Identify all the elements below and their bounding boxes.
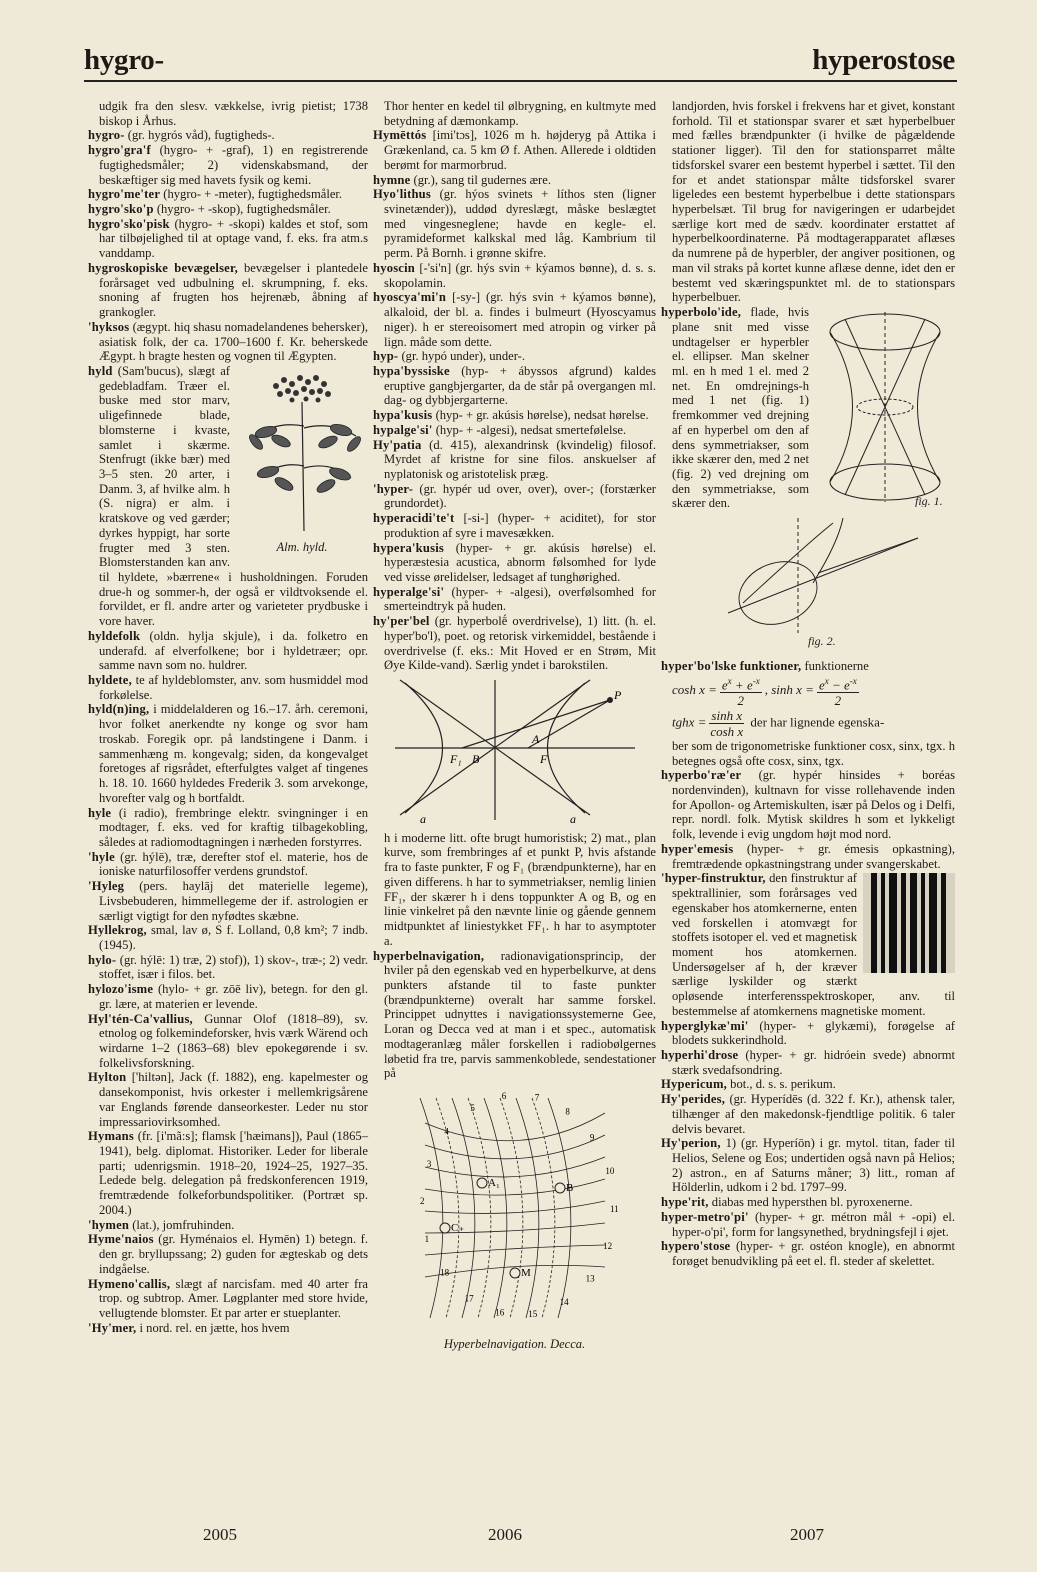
dictionary-entry — [373, 482, 656, 511]
dictionary-entry — [88, 850, 368, 879]
entry-headword: hygro- — [88, 128, 125, 143]
entry-definition: diabas med hypersthen bl. pyroxenerne. — [708, 1195, 913, 1210]
column-2007 — [661, 99, 955, 1269]
entry-definition: funktionerne — [801, 658, 869, 673]
entry-definition: (gr. hyperbolḗ overdrivelse), 1) litt. (h. el. hyper'bo'l), poet. og retorisk virkemiddel, bestående i overdrivelse (f. eks.: Mit Hoved er en Strøm, Mit Øye Kilde-vand). Særlig yndet i barokstilen. — [384, 614, 656, 673]
entry-definition: ['hiltən], Jack (f. 1882), eng. kapelmester og dansekomponist, hvis orkester i mellemkrigsårene var Englands førende danseorkester. Leder nu stor impressariovirksomhed. — [99, 1070, 368, 1129]
dictionary-entry — [661, 659, 955, 674]
entry-definition: flade, hvis plane snit med visse undtagelser er hyperbler el. ellipser. Man skelner ml. en h med 1 el. med 2 net. En omdrejnings-h med 1 net (fig. 1) fremkommer ved drejning af en hyperbel om den af dens symmetriakser, som ikke skærer den, med 2 net (fig. 2) ved drejning om den symmetriakse, som skærer den. — [672, 305, 809, 511]
entry-definition: (d. 415), alexandrinsk (kvindelig) filosof. Myrdet af kristne for sine filos. anskuelser af nyplatonisk og aristotelisk præg. — [384, 437, 656, 481]
entry-headword: hymne — [373, 172, 411, 187]
entry-headword: hyld(n)ing, — [88, 702, 150, 717]
dictionary-entry — [661, 1136, 955, 1195]
decca-line-number: 3 — [426, 1158, 431, 1169]
entry-headword: hygro'sko'p — [88, 202, 154, 217]
entry-headword: Hy'perion, — [661, 1136, 721, 1151]
dictionary-entry — [373, 438, 656, 482]
entry-headword: Hylton — [88, 1070, 127, 1085]
entry-definition: [imi'tɔs], 1026 m h. højderyg på Attika i Grækenland, ca. 5 km Ø f. Athen. Allerede i oldtiden berømt for marmorbrud. — [384, 128, 656, 172]
decca-line-number: 9 — [589, 1132, 594, 1143]
hyperfine-spectrum-illustration — [863, 873, 955, 977]
entry-headword: hypera'kusis — [373, 540, 444, 555]
entry-definition: (hyp- + -algesi), nedsat smertefølelse. — [432, 422, 627, 437]
label-A: A — [531, 732, 539, 747]
page-number-2006: 2006 — [488, 1525, 522, 1544]
dictionary-entry — [373, 173, 656, 188]
label-P: P — [613, 688, 621, 703]
dictionary-entry — [88, 143, 368, 187]
entry-headword: Hyl'tén-Ca'vallius, — [88, 1011, 193, 1026]
entry-definition: bot., d. s. s. perikum. — [727, 1077, 836, 1092]
entry-headword: hyp- — [373, 349, 399, 364]
dictionary-entry — [88, 261, 368, 320]
entry-headword: Hyo'lithus — [373, 187, 431, 202]
dictionary-entry — [88, 1277, 368, 1321]
entry-definition: (pers. haylāj det materielle legeme), Livsbebuderen, himmellegeme der if. astrologien er særligt vigtigt for den nyfødtes skæbne. — [99, 879, 368, 923]
entry-headword: Hy'patia — [373, 437, 422, 452]
entry-headword: hylo- — [88, 952, 117, 967]
decca-station-label: A₁ — [487, 1176, 500, 1189]
dictionary-entry — [88, 1232, 368, 1276]
entry-headword: hypalge'si' — [373, 422, 433, 437]
entry-definition: i nord. rel. en jætte, hos hvem — [136, 1320, 290, 1335]
decca-line-number: 12 — [602, 1241, 612, 1252]
decca-station-marker — [477, 1178, 487, 1188]
entry-definition: smal, lav ø, S f. Lolland, 0,8 km²; 7 indb. (1945). — [99, 923, 368, 952]
entry-definition: i middelalderen og 16.–17. årh. ceremoni, hvor folket anerkendte ny konge og svor ham troskab. Foregik opr. på landstingene i Danm. i sammenhæng m. kongevalg; siden, da kongevalget foretoges af rigsrådet, efterfulgtes valget af tingenes h. 18. 10. 1660 hyldedes Frederik 3. som arvekonge, hvorefter valg og h bortfaldt. — [99, 702, 368, 805]
entry-definition: [-'si'n] (gr. hýs svin + kýamos bønne), d. s. s. skopolamin. — [384, 260, 656, 290]
decca-line-number: 4 — [443, 1126, 449, 1137]
elder-plant-icon — [236, 366, 368, 536]
entry-continuation: ber som de trigonometriske funktioner cosx, sinx, tgx. h betegnes også ofte cosx, sinx, tgx. — [672, 738, 955, 768]
entry-definition: (hyper- + -algesi), overfølsomhed for smerteindtryk på huden. — [384, 584, 656, 614]
entry-headword: 'hyper- — [373, 481, 414, 496]
dictionary-entry — [88, 320, 368, 364]
hyperbola-line — [516, 1098, 539, 1318]
decca-line-number: 6 — [501, 1091, 506, 1102]
decca-line-number: 17 — [464, 1293, 474, 1304]
dictionary-entry — [88, 1129, 368, 1217]
dictionary-entry — [88, 982, 368, 1011]
dictionary-entry — [88, 923, 368, 952]
dictionary-entry — [88, 673, 368, 702]
hyperboloid-two-sheet-diagram — [661, 513, 955, 657]
entry-definition: (hylo- + gr. zōē liv), betegn. for den gl. gr. lære, at materien er levende. — [99, 982, 368, 1011]
hyperboloid-one-sheet-diagram — [815, 307, 955, 511]
dictionary-entry — [88, 1218, 368, 1233]
dictionary-entry — [373, 408, 656, 423]
dictionary-entry — [661, 1210, 955, 1239]
label-B: B — [471, 752, 479, 767]
dictionary-entry — [661, 842, 955, 871]
entry-headword: hy'per'bel — [373, 614, 430, 629]
entry-definition: (gr. Hyperídēs (d. 322 f. Kr.), athensk taler, tilhænger af den makedonsk-fjendtlige politik. 6 taler delvis bevaret. — [672, 1092, 955, 1136]
entry-definition: (ægypt. hiq shasu nomadelandenes behersker), asiatisk folk, der ca. 1700–1600 f. Kr. beherskede Ægypt. h bragte hesten og vognen til Ægypten. — [99, 319, 368, 364]
decca-caption: Hyperbelnavigation. Decca. — [443, 1336, 586, 1351]
dictionary-entry — [661, 1019, 955, 1048]
decca-line-number: 7 — [534, 1092, 539, 1103]
entry-definition: [-si-] (hyper- + aciditet), for stor produktion af syre i mavesækken. — [384, 511, 656, 540]
entry-headword: hyper'emesis — [661, 841, 734, 856]
hyperbola-line — [425, 1113, 605, 1141]
decca-line-number: 16 — [494, 1307, 504, 1318]
hyperbola-line — [468, 1098, 491, 1318]
dictionary-entry — [88, 879, 368, 923]
entry-definition: slægt af narcisfam. med 40 arter fra trop. og subtrop. Amer. Løgplanter med store hvide, vellugtende blomster. Et par arter er stueplanter. — [99, 1276, 368, 1320]
decca-station-label: M — [520, 1266, 531, 1279]
decca-line-number: 10 — [604, 1165, 614, 1176]
fig2-caption: fig. 2. — [808, 634, 836, 649]
hyperbola-line — [425, 1135, 605, 1159]
entry-definition: (Sam'bucus), slægt af gedebladfam. Træer el. buske med stor marv, uligefinnede blade, blomsterne i kvaste, samlet i skærme. Stenfrugt (ikke bær) med 3–5 sten. 20 arter, i Danm. 3, af hvilke alm. h (S. nigra) er alm. i kratskove og ved gærder; dyrkes hyppigt, har sorte frugter med 3 sten. Blomsterstanden kan anv. til hyldete, »bærrene« i husholdningen. Foruden drue-h og sommer-h, der også er vildtvoksende el. forvildet, er fl. andre arter og varieteter prydbuske i vore haver. — [99, 363, 368, 629]
running-head-right: hyperostose — [812, 44, 955, 76]
entry-definition: (gr. hypér ud over, over), over-; (forstærker grundordet). — [384, 481, 656, 511]
hyperbolic-functions-formula: cosh x = $\frac{e^x + e^{-x}}{2}$ , sinh x = $\frac{e^x - e^{-x}}{2}$ tghx = $\frac{\text{sinh x}}{\text{cosh x}}$ der har lignende egenska- — [672, 675, 885, 739]
label-F1: F₁ — [449, 752, 462, 767]
entry-definition: (hyper- + gr. émesis opkastning), fremtrædende opkastningstrang under svangerskabet. — [672, 841, 955, 871]
dictionary-entry — [88, 202, 368, 217]
entry-headword: 'hyle — [88, 849, 115, 864]
entry-headword: hyoscya'mi'n — [373, 290, 447, 305]
entry-definition: (hyper- + gr. hidróein svede) abnormt stærk svedafsondring. — [672, 1047, 955, 1077]
hyperbola-line — [425, 1245, 605, 1255]
entry-definition: (gr. hypó under), under-. — [398, 349, 526, 364]
entry-definition: (fr. [i'mã:s]; flamsk ['hæimans]), Paul (1865–1941), belg. diplomat. Historiker. Leder for liberale parti; udenrigsmin. 1918–20, 1924–25, 1927–35. Ledede belg. delegation på fredskonferencen 1919, fremtrædende folkeforbundspolitiker. (Portræt sp. 2004.) — [99, 1129, 368, 1217]
entry-definition: (hyper- + gr. akúsis hørelse) el. hyperæstesia acustica, abnorm følsomhed for lyde ved visse ørelidelser, ledsaget af tunghørighed. — [384, 540, 656, 584]
elder-caption: Alm. hyld. — [276, 539, 328, 554]
decca-station-marker — [440, 1223, 450, 1233]
elder-illustration — [236, 366, 368, 554]
page-number-2005: 2005 — [203, 1525, 237, 1544]
header-rule — [84, 80, 957, 82]
entry-definition: (gr. hýlē), træ, derefter stof el. materie, hos de ioniske naturfilosoffer verdens grundstof. — [99, 849, 368, 879]
entry-headword: hygro'sko'pisk — [88, 216, 170, 231]
entry-headword: Hymēttós — [373, 128, 427, 143]
entry-definition: (hygro- + -skopi) kaldes et stof, som har tilbøjelighed til at optage vand, f. eks. fra atm.s vanddamp. — [99, 216, 368, 261]
decca-line-number: 13 — [585, 1273, 595, 1284]
entry-headword: hyperhi'drose — [661, 1047, 739, 1062]
dictionary-entry — [373, 128, 656, 172]
dictionary-entry — [373, 364, 656, 408]
entry-definition: te af hyldeblomster, anv. som husmiddel mod forkølelse. — [99, 673, 368, 702]
fig1-caption: fig. 1. — [915, 494, 943, 508]
hyperbola-line — [532, 1098, 555, 1318]
dictionary-entry — [373, 541, 656, 585]
entry-headword: hypa'byssiske — [373, 363, 450, 378]
entry-definition: (i radio), frembringe elektr. svingninger i en modtager, f. eks. ved for kraftig tilbagekobling, således at radiomodtagningen i nærheden forstyrres. — [99, 805, 368, 849]
entry-headword: hygro'me'ter — [88, 187, 161, 202]
entry-definition: (hygro- + -graf), 1) en registrerende fugtighedsmåler; 2) videnskabsmand, der beskæftiger sig med havets fysik og kemi. — [99, 143, 368, 187]
entry-definition: [-sy-] (gr. hýs svin + kýamos bønne), alkaloid, der bl. a. findes i bulmeurt (Hyoscyamus niger). h er stereoisomert med atropin og virker på lign. måde som dette. — [384, 290, 656, 349]
entry-definition: Gunnar Olof (1818–89), sv. etnolog og folkemindeforsker, hvis værk Wärend och wirdarne 1–2 (1863–68) blev epokegørende i sv. folkelivsforskning. — [99, 1011, 368, 1070]
entry-definition: (gr. hygrós våd), fugtigheds-. — [124, 128, 275, 143]
entry-headword: hyper'bo'lske funktioner, — [661, 658, 802, 673]
entry-headword: 'hyksos — [88, 319, 130, 334]
decca-line-number: 8 — [564, 1106, 570, 1117]
dictionary-entry — [88, 1012, 368, 1071]
entry-definition: 1) (gr. Hyperíōn) i gr. mytol. titan, fader til Helios, Selene og Eos; undertiden også navn på Helios; 2) astron., en af Saturns måner; 3) litt., roman af Hölderlin, udkom i 2 bd. 1797–99. — [672, 1136, 955, 1195]
dictionary-entry — [373, 585, 656, 614]
entry-headword: hyperalge'si' — [373, 584, 445, 599]
label-F: F — [539, 752, 547, 767]
hyperbola-diagram — [373, 675, 656, 829]
dictionary-entry — [88, 1321, 368, 1336]
dictionary-entry — [661, 1239, 955, 1268]
entry-headword: hyperbelnavigation, — [373, 948, 485, 963]
entry-continuation: h i moderne litt. ofte brugt humoristisk; 2) mat., plan kurve, som frembringes af et punkt P, hvis afstande fra to faste punkter, F og F₁ (brændpunkterne), har en given differens. h har to symmetriakser, nemlig linien FF₁, der skærer h i dens toppunkter A og B, og en linie vinkelret på den nævnte linie og gående gennem midtpunktet af liniestykket FF₁. h har to asymptoter a. — [384, 830, 656, 948]
dictionary-entry — [88, 953, 368, 982]
decca-line-number: 5 — [469, 1102, 475, 1113]
entry-definition: den finstruktur af spektrallinier, som forårsages ved egenskaber hos atomkernerne, enten ved forskellen i atomvægt for stoffets isotoper el. ved et magnetisk moment hos atomkernen. Undersøgelser af h, der kræver særlige lyskilder og stærkt opløsende interferensspektroskoper, anv. til bestemmelse af atomkernens magnetiske moment. — [672, 871, 955, 1018]
dictionary-entry — [373, 511, 656, 540]
dictionary-entry — [373, 187, 656, 261]
entry-headword: hylozo'isme — [88, 982, 154, 997]
entry-headword: hyperbolo'ide, — [661, 305, 742, 320]
decca-line-number: 15 — [527, 1308, 537, 1319]
entry-definition: (hyper- + gr. métron mål + -opi) el. hyper-o'pi', form for langsynethed, brydningsfejl i øjet. — [672, 1209, 955, 1239]
entry-definition: (hygro- + -meter), fugtighedsmåler. — [160, 187, 343, 202]
entry-headword: hypero'stose — [661, 1239, 731, 1254]
entry-headword: 'hyper-finstruktur, — [661, 871, 766, 886]
entry-headword: hyldete, — [88, 673, 132, 688]
entry-headword: hyper-metro'pi' — [661, 1209, 749, 1224]
dictionary-entry — [88, 187, 368, 202]
dictionary-entry — [88, 128, 368, 143]
entry-headword: Hymans — [88, 1129, 134, 1144]
dictionary-entry — [88, 702, 368, 805]
entry-continuation: landjorden, hvis forskel i frekvens har et givet, konstant forhold. Til et stationspar svarer et sæt hyperbelbuer med fælles brændpunkter (i hvilke de pågældende stationer ligger). Til den for stationsparret målte tidsforskel svarer een bestemt hyperbel i sættet. Til den for et andet stationspar målte tidsforskel svarer ligeledes een bestemt hyperbelbue i dette stationspars hyperbelsæt. Til brug for navigeringen er udarbejdet særlige kort med de sædv. koordinater erstattet af hyperbelkoordinaterne. På modtagerapparatet aflæses da numrene på de hyperbler, der angiver positionen, og man vil straks på kortet kunne aflæse denne, idet den er bestemt ved skæringspunktet ml. de to stationspars hyperbelbuer. — [672, 99, 955, 305]
entry-headword: Hymeno'callis, — [88, 1276, 171, 1291]
hyperbola-line — [425, 1157, 605, 1177]
hyperbola-line — [425, 1201, 605, 1213]
hyperbola-line — [420, 1098, 443, 1318]
entry-headword: hyperacidi'te't — [373, 511, 455, 526]
entry-headword: Hyme'naios — [88, 1232, 154, 1247]
hyperbola-line — [484, 1098, 507, 1318]
entry-definition: (gr. hýos svinets + líthos sten (ligner svinetænder)), uddød dyreslægt, måske beslægtet med vingesneglene; havde en kegle- el. pyramideformet kalkskal med låg. Kambrium til perm. På Bornh. i grønne skifre. — [384, 187, 656, 261]
dictionary-entry — [88, 629, 368, 673]
column-2006 — [373, 99, 656, 1353]
entry-headword: hype'rit, — [661, 1195, 709, 1210]
decca-line-number: 18 — [439, 1267, 449, 1278]
entry-headword: Hypericum, — [661, 1077, 728, 1092]
entry-headword: hyperbo'ræ'er — [661, 768, 742, 783]
dictionary-entry — [373, 349, 656, 364]
entry-headword: hygroskopiske bevægelser, — [88, 260, 238, 275]
hyperbola-line — [452, 1098, 475, 1318]
entry-headword: hyperglykæ'mi' — [661, 1018, 749, 1033]
decca-station-label: B — [565, 1181, 573, 1194]
dictionary-entry — [373, 614, 656, 673]
entry-definition: (lat.), jomfruhinden. — [129, 1217, 235, 1232]
entry-headword: hypa'kusis — [373, 408, 433, 423]
decca-line-number: 11 — [609, 1203, 619, 1214]
entry-headword: 'hymen — [88, 1217, 130, 1232]
running-head-left: hygro- — [84, 44, 164, 76]
entry-definition: (hygro- + -skop), fugtighedsmåler. — [153, 202, 331, 217]
entry-definition: radionavigationsprincip, der hviler på den egenskab ved en hyperbelkurve, at dens punkters afstande til to faste punkter (brændpunkterne) overalt har samme forskel. Princippet udnyttes i navigationssystemerne Gee, Loran og Decca ved at man i et spec., automatisk modtageranlæg måler forskellen i radiobølgernes løbetid fra tre, parvis sammenkoblede, sendestationer på — [384, 948, 656, 1081]
entry-headword: Hyllekrog, — [88, 923, 147, 938]
decca-line-number: 14 — [559, 1297, 569, 1308]
entry-headword: 'Hy'mer, — [88, 1320, 137, 1335]
label-a: a — [569, 812, 576, 826]
entry-definition: (gr. hypér hinsides + boréas nordenvinden), kultnavn for visse rollehavende inden for Apollon- og Artemiskulten, især på Delos og i Delfi, repr. nordl. folk. Mytisk skildres h som et lykkeligt folk, levende i evig ungdom højt mod nord. — [672, 768, 955, 842]
entry-definition: (oldn. hylja skjule), i da. folketro en underafd. af elverfolkene; bor i hyldetræer; opr. samme navn som no. huldrer. — [99, 628, 368, 673]
column-2005 — [88, 99, 368, 1335]
entry-headword: hyoscin — [373, 260, 415, 275]
dictionary-entry — [661, 768, 955, 842]
entry-definition: (gr. hýlē: 1) træ, 2) stof)), 1) skov-, træ-; 2) vedr. stoffet, især i filos. bet. — [99, 952, 368, 982]
decca-diagram — [373, 1083, 656, 1351]
dictionary-entry — [88, 806, 368, 850]
dictionary-entry — [661, 1195, 955, 1210]
entry-definition: (hyper- + gr. ostéon knogle), en abnormt forøget benudvikling på eet el. fl. steder af skelettet. — [672, 1239, 955, 1269]
decca-station-marker — [510, 1268, 520, 1278]
entry-definition: (gr. Hyménaios el. Hymēn) 1) betegn. f. den gr. bryllupssang; 2) guden for ægteskab og dets indgåelse. — [99, 1232, 368, 1276]
dictionary-entry — [373, 261, 656, 290]
dictionary-entry — [373, 949, 656, 1081]
entry-headword: Hy'perides, — [661, 1092, 726, 1107]
entry-headword: 'Hyleg — [88, 879, 125, 894]
dictionary-entry — [88, 1070, 368, 1129]
entry-definition: (hyper- + glykæmi), forøgelse af blodets sukkerindhold. — [672, 1018, 955, 1048]
dictionary-entry — [661, 1048, 955, 1077]
decca-station-marker — [555, 1183, 565, 1193]
entry-headword: hyld — [88, 363, 113, 378]
entry-definition: (gr.), sang til gudernes ære. — [410, 172, 551, 187]
entry-headword: hyldefolk — [88, 628, 141, 643]
decca-line-number: 2 — [419, 1196, 425, 1207]
dictionary-entry — [661, 1077, 955, 1092]
dictionary-entry — [661, 1092, 955, 1136]
label-a: a — [419, 812, 426, 826]
entry-definition: bevægelser i plantedele forårsaget ved udbulning el. skrumpning, f. eks. snoning af frugten hos hejrenæb, åbning af grankogler. — [99, 260, 368, 320]
hyperbola-line — [425, 1176, 605, 1195]
decca-station-label: C₊ — [450, 1221, 464, 1234]
entry-headword: hyle — [88, 805, 112, 820]
dictionary-entry — [373, 290, 656, 349]
entry-definition: (hyp- + ábyssos afgrund) kaldes eruptive gangbjergarter, da de står på overgangen ml. dag- og dybbjergarterne. — [384, 363, 656, 408]
entry-continuation: udgik fra den slesv. vækkelse, ivrig pietist; 1738 biskop i Århus. — [99, 99, 368, 128]
entry-headword: hygro'gra'f — [88, 143, 151, 158]
dictionary-entry — [88, 217, 368, 261]
hyperbola-line — [500, 1098, 523, 1318]
page-number-2007: 2007 — [790, 1525, 824, 1544]
dictionary-entry — [373, 423, 656, 438]
decca-line-number: 1 — [424, 1233, 429, 1244]
entry-definition: (hyp- + gr. akúsis hørelse), nedsat hørelse. — [432, 408, 649, 423]
entry-continuation: Thor henter en kedel til ølbrygning, en kultmyte med betydning af dæmonkamp. — [384, 99, 656, 128]
